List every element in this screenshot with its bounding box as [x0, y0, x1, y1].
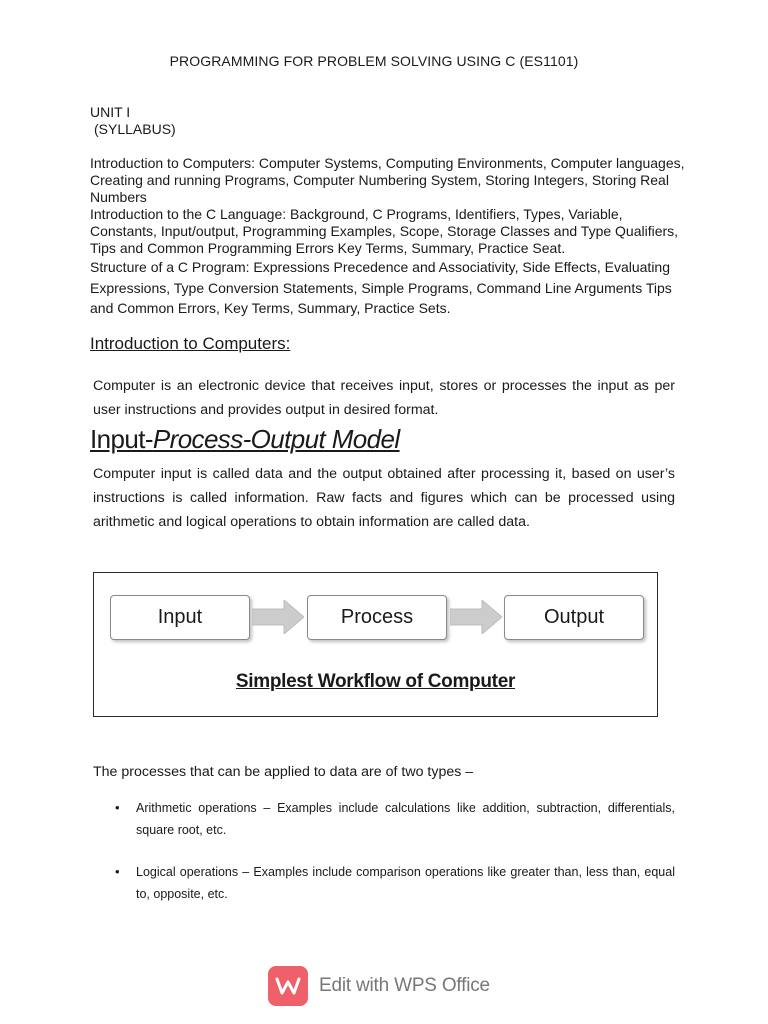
output-box: Output [504, 595, 644, 640]
item-text: – Examples include comparison operations like greater than, less than, equal to, opposite, etc. [136, 865, 675, 901]
w-letter-icon [275, 976, 301, 996]
unit-sub: (SYLLABUS) [94, 121, 176, 137]
ipo-text: and the output obtained after processing it, based on user’s instructions is called [93, 466, 676, 506]
intro-heading: Introduction to Computers: [90, 334, 291, 353]
syllabus-body: Computer Systems, Computing Environments, Computer languages, Creating and running Programs, Computer Numbering System, Storing Integers, Storing Real Numbers [90, 155, 685, 205]
arithmetic-term: Arithmetic operations [136, 801, 257, 815]
process-list [115, 797, 675, 905]
process-box: Process [307, 595, 447, 640]
syllabus-item [90, 257, 690, 319]
ipo-text: Computer input is called [93, 466, 256, 482]
term-data: data [255, 466, 283, 482]
ipo-text: . [526, 514, 530, 530]
list-item [115, 797, 675, 841]
syllabus-item [90, 155, 690, 206]
workflow-figure [93, 572, 658, 717]
syllabus-heading: Introduction to the C Language: [90, 206, 287, 222]
term-data: data [498, 514, 526, 530]
right-arrow-icon [450, 600, 502, 634]
document-title: PROGRAMMING FOR PROBLEM SOLVING USING C (ES1101) [169, 53, 579, 69]
input-box: Input [110, 595, 250, 640]
unit-heading [90, 104, 176, 138]
item-text: – Examples include calculations like addition, subtraction, differentials, square root, etc. [136, 801, 675, 837]
wps-logo-icon[interactable] [268, 966, 308, 1006]
processes-intro: The processes that can be applied to data are of two types – [93, 764, 474, 780]
unit-label: UNIT I [90, 104, 131, 120]
term-information: information [234, 490, 305, 506]
ipo-heading [90, 424, 400, 455]
syllabus-body: Background, C Programs, Identifiers, Types, Variable, Constants, Input/output, Programming Examples, Scope, Storage Classes and Type Qualifiers, Tips and Common Programming Errors Key Terms, Summary, Practice Seat. [90, 206, 679, 256]
ipo-heading-italic: Process-Output Model [152, 424, 400, 454]
syllabus-heading: Structure of a C Program: [90, 259, 250, 275]
syllabus-block [90, 155, 690, 319]
computer-definition [93, 374, 675, 422]
syllabus-heading: Introduction to Computers: [90, 155, 255, 171]
wps-edit-banner[interactable] [268, 965, 490, 1007]
wps-edit-label[interactable]: Edit with WPS Office [319, 975, 490, 996]
logical-term: Logical operations [136, 865, 239, 879]
ipo-paragraph [93, 462, 675, 534]
syllabus-body: Expressions Precedence and Associativity, Side Effects, Evaluating Expressions, Type Conversion Statements, Simple Programs, Command Line Arguments Tips and Common Errors, Key Terms, Summary, Practice Sets. [90, 259, 672, 316]
definition-text: is an electronic device that receives input, stores or processes the input as per user instructions and provides output in desired format. [93, 378, 675, 418]
ipo-text: . Raw facts and figures which can be processed using arithmetic and logical operations to obtain information are called [93, 490, 675, 530]
ipo-heading-plain: Input- [90, 424, 153, 454]
syllabus-item [90, 206, 690, 257]
term-computer: Computer [93, 378, 156, 394]
right-arrow-icon [252, 600, 304, 634]
list-item [115, 861, 675, 905]
figure-caption: Simplest Workflow of Computer [235, 671, 516, 692]
